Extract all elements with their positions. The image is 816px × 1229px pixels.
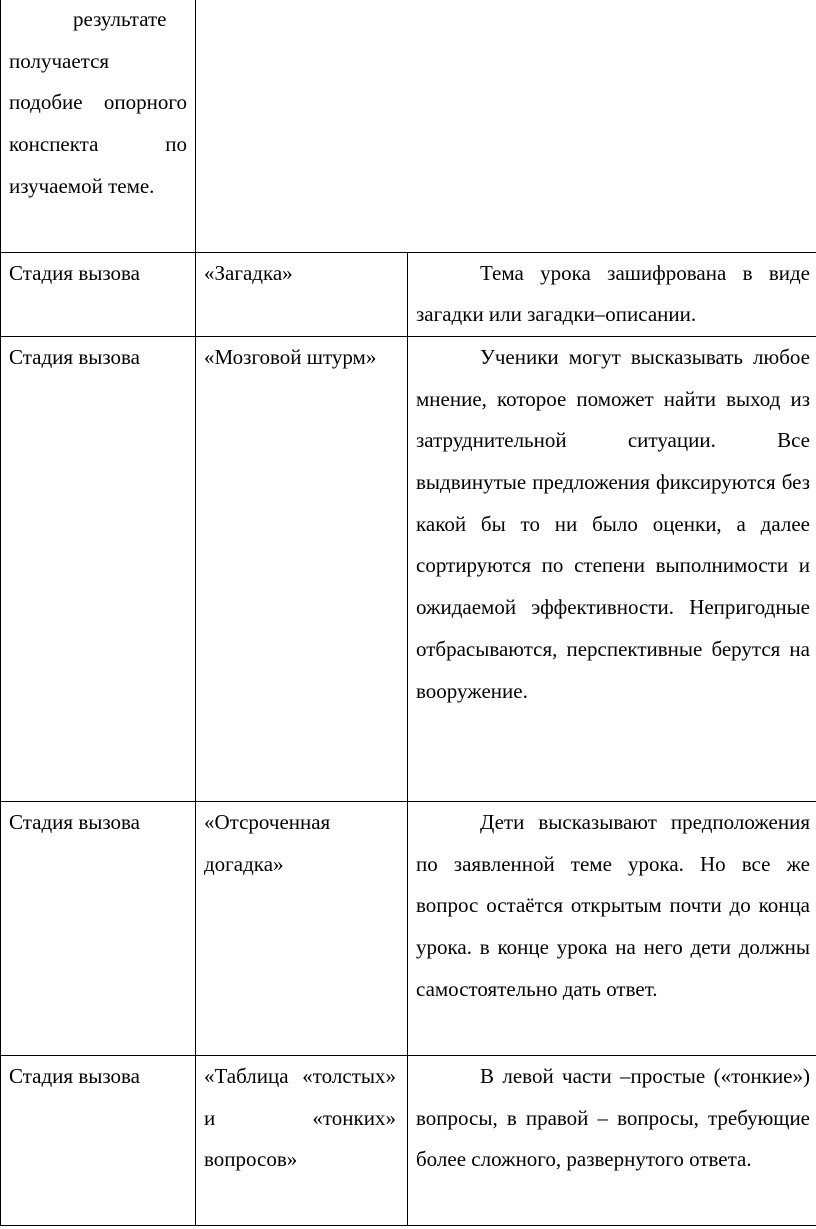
table-cell-stage: Стадия вызова (1, 336, 196, 801)
table-cell-method: «Таблица «толстых» и «тонких» вопросов» (196, 1055, 408, 1225)
table-cell-description: Дети высказывают предположения по заявленной теме урока. Но все же вопрос остаётся открытым почти до конца урока. в конце урока на него дети должны самостоятельно дать ответ. (408, 801, 816, 1055)
table-cell-description: Тема урока зашифрована в виде загадки или загадки–описании. (408, 252, 816, 336)
table-cell-empty (196, 0, 816, 252)
table-row (1, 0, 816, 252)
table-row (1, 801, 816, 1055)
table-cell-description: Ученики могут высказывать любое мнение, которое поможет найти выход из затруднительной ситуации. Все выдвинутые предложения фиксируются без какой бы то ни было оценки, а далее сортируются по степени выполнимости и ожидаемой эффективности. Непригодные отбрасываются, перспективные берутся на вооружение. (408, 336, 816, 801)
table-cell-stage: Стадия вызова (1, 801, 196, 1055)
table-cell-method: «Мозговой штурм» (196, 336, 408, 801)
table-cell-description: В левой части –простые («тонкие») вопросы, в правой – вопросы, требующие более сложного, развернутого ответа. (408, 1055, 816, 1225)
table-row (1, 252, 816, 336)
table-cell-stage: результате получается подобие опорного конспекта по изучаемой теме. (1, 0, 196, 252)
table-cell-stage: Стадия вызова (1, 252, 196, 336)
table-cell-method: «Отсроченная догадка» (196, 801, 408, 1055)
table-cell-stage: Стадия вызова (1, 1055, 196, 1225)
table-row (1, 336, 816, 801)
table-row (1, 1055, 816, 1225)
table-cell-method: «Загадка» (196, 252, 408, 336)
